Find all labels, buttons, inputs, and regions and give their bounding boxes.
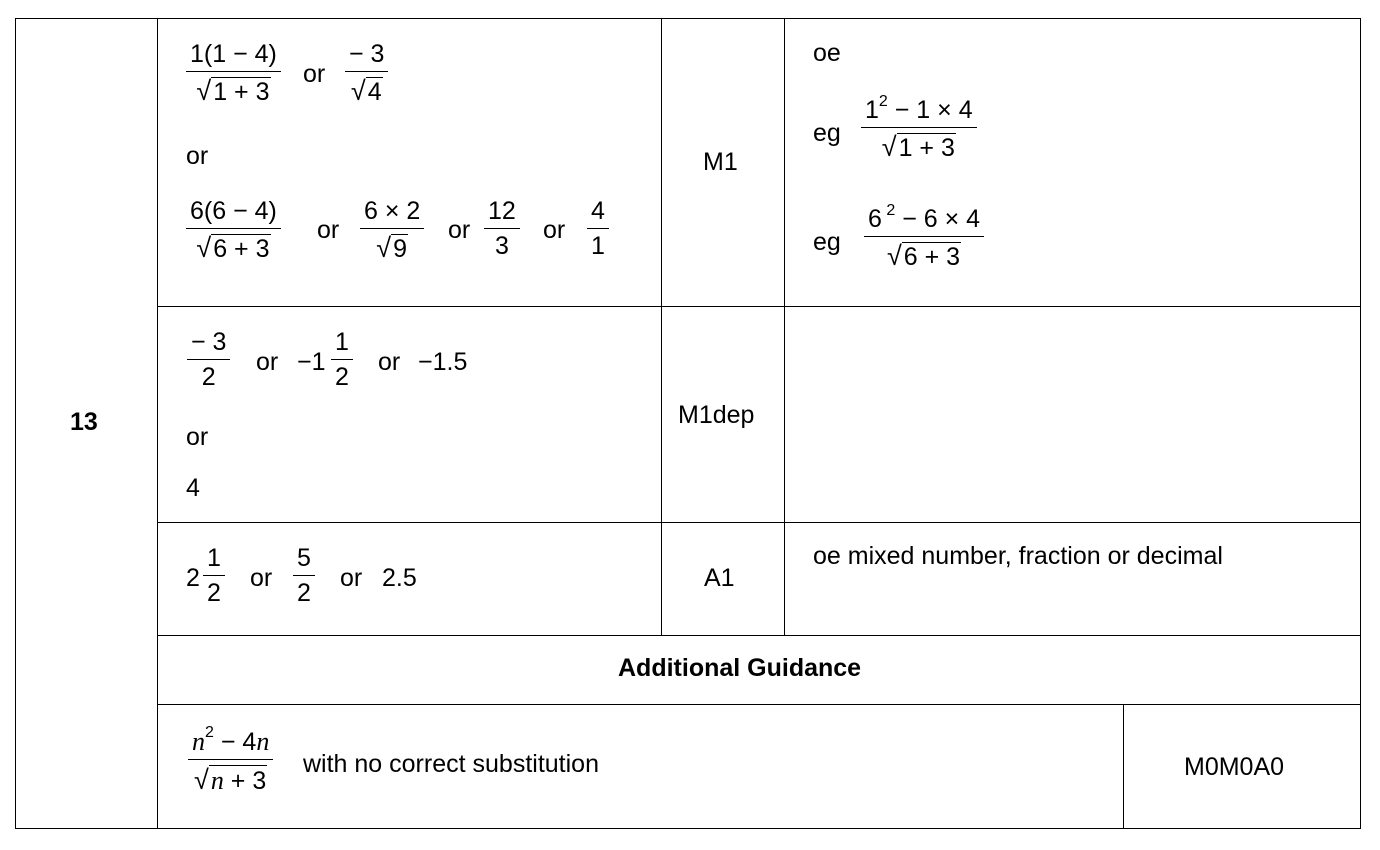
guidance-mark: M0M0A0 bbox=[1184, 753, 1285, 781]
row2-divider bbox=[157, 522, 1361, 523]
or-label: or bbox=[303, 60, 326, 88]
guidance-heading-divider bbox=[157, 704, 1361, 705]
row1-fraction-5: 12 3 bbox=[484, 199, 520, 259]
or-label: or bbox=[186, 423, 209, 451]
table-top-border bbox=[15, 18, 1361, 19]
row3-mark: A1 bbox=[704, 564, 735, 592]
row2-mixed-fraction: 1 2 bbox=[331, 330, 353, 390]
or-label: or bbox=[340, 564, 363, 592]
eg-label: eg bbox=[813, 228, 841, 256]
mark-column-right-divider bbox=[784, 18, 785, 635]
guidance-expression: $n^2 - 4n$ √ n + 3 bbox=[188, 729, 273, 794]
row2-decimal: −1.5 bbox=[418, 348, 468, 376]
row3-divider bbox=[157, 635, 1361, 636]
table-left-border bbox=[15, 18, 16, 829]
row3-mixed-fraction: 1 2 bbox=[203, 546, 225, 606]
row1-mark: M1 bbox=[703, 148, 738, 176]
row3-mixed-whole: 2 bbox=[186, 564, 200, 592]
row1-example-1: $1^2 - 1 \times 4$ √ 1 + 3 bbox=[861, 98, 977, 161]
row2-fraction: − 3 2 bbox=[187, 330, 230, 390]
or-label: or bbox=[256, 348, 279, 376]
row1-fraction-1: 1(1 − 4) √ 1 + 3 bbox=[186, 42, 281, 105]
row3-decimal: 2.5 bbox=[382, 564, 417, 592]
row1-fraction-2: − 3 √ 4 bbox=[345, 42, 388, 105]
row3-comment: oe mixed number, fraction or decimal bbox=[813, 542, 1223, 570]
guidance-text: with no correct substitution bbox=[303, 750, 599, 778]
or-label: or bbox=[543, 216, 566, 244]
guidance-heading: Additional Guidance bbox=[618, 654, 862, 682]
table-bottom-border bbox=[15, 828, 1361, 829]
row1-fraction-6: 4 1 bbox=[587, 199, 609, 259]
row3-fraction: 5 2 bbox=[293, 546, 315, 606]
row1-fraction-4: 6 × 2 √ 9 bbox=[360, 199, 424, 262]
row2-alternative: 4 bbox=[186, 474, 200, 502]
eg-label: eg bbox=[813, 119, 841, 147]
row2-mixed-whole: −1 bbox=[297, 348, 326, 376]
row1-comment-oe: oe bbox=[813, 39, 841, 67]
row1-fraction-3: 6(6 − 4) √ 6 + 3 bbox=[186, 199, 281, 262]
or-label: or bbox=[186, 142, 209, 170]
question-column-divider bbox=[157, 18, 158, 829]
mark-column-left-divider bbox=[661, 18, 662, 635]
row1-example-2: 6 $^2$ − 6 × 4 √ 6 + 3 bbox=[864, 207, 984, 270]
or-label: or bbox=[378, 348, 401, 376]
row2-mark: M1dep bbox=[678, 401, 755, 429]
row1-divider bbox=[157, 306, 1361, 307]
question-number: 13 bbox=[70, 408, 98, 436]
or-label: or bbox=[448, 216, 471, 244]
guidance-mark-divider bbox=[1123, 704, 1124, 829]
or-label: or bbox=[250, 564, 273, 592]
or-label: or bbox=[317, 216, 340, 244]
table-right-border bbox=[1360, 18, 1361, 829]
